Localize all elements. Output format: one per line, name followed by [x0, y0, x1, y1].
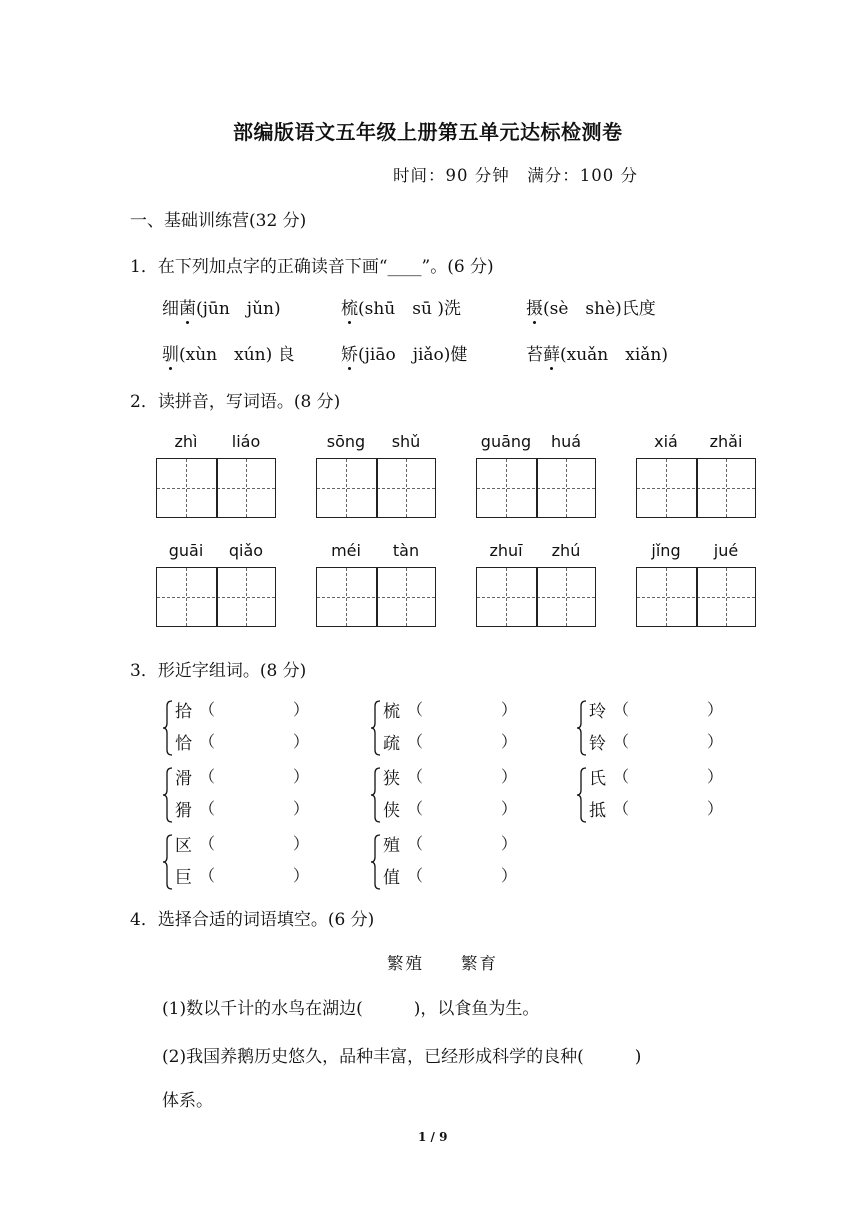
pinyin-options[interactable]: (jiāo jiǎo)健 [358, 345, 468, 365]
tian-grid[interactable] [476, 567, 596, 627]
dotted-char: 菌 [179, 294, 196, 319]
pinyin-syllable: liáo [231, 432, 261, 451]
item-prefix: 苔 [526, 345, 543, 365]
pinyin-row [636, 432, 756, 454]
blank-open-paren[interactable]: （ [407, 834, 424, 853]
similar-char: 滑 [175, 769, 192, 789]
tian-grid[interactable] [156, 458, 276, 518]
pronunciation-item [162, 340, 295, 365]
pronunciation-item [526, 294, 656, 319]
pinyin-row [476, 541, 596, 563]
blank-open-paren[interactable]: （ [407, 799, 424, 818]
pinyin-syllable: huá [550, 432, 582, 451]
question-1-label: 1．在下列加点字的正确读音下画“____”。(6 分) [130, 257, 494, 277]
blank-close-paren: ） [293, 700, 310, 719]
question-2-label: 2．读拼音，写词语。(8 分) [130, 392, 341, 412]
dotted-char: 梳 [341, 294, 358, 319]
blank-close-paren: ） [501, 767, 518, 786]
blank-open-paren[interactable]: （ [613, 732, 630, 751]
pinyin-row [316, 541, 436, 563]
tian-grid[interactable] [636, 567, 756, 627]
pinyin-syllable: jǐng [651, 541, 681, 560]
similar-char: 抵 [589, 801, 606, 821]
blank-close-paren: ） [707, 732, 724, 751]
pinyin-syllable: jué [713, 541, 739, 560]
pinyin-syllable: qiǎo [228, 541, 264, 560]
blank-open-paren[interactable]: （ [199, 799, 216, 818]
blank-open-paren[interactable]: （ [407, 767, 424, 786]
similar-char: 梳 [383, 702, 400, 722]
pinyin-syllable: zhú [551, 541, 581, 560]
brace-icon [370, 700, 382, 756]
blank-close-paren: ） [293, 799, 310, 818]
tian-grid[interactable] [636, 458, 756, 518]
pinyin-options[interactable]: (xùn xún) 良 [179, 345, 295, 365]
blank-close-paren: ） [293, 732, 310, 751]
pinyin-row [156, 432, 276, 454]
sentence-2-cont: 体系。 [162, 1091, 213, 1111]
similar-char: 疏 [383, 734, 400, 754]
blank-open-paren[interactable]: （ [613, 767, 630, 786]
pronunciation-item [341, 294, 461, 319]
pronunciation-item [162, 294, 281, 319]
pinyin-syllable: zhuī [489, 541, 523, 560]
blank-close-paren: ） [293, 767, 310, 786]
pinyin-syllable: sōng [326, 432, 366, 451]
section-heading: 一、基础训练营(32 分) [130, 211, 307, 231]
tian-grid[interactable] [156, 567, 276, 627]
pinyin-syllable: méi [331, 541, 361, 560]
similar-char: 猾 [175, 801, 192, 821]
pinyin-syllable: zhǎi [709, 432, 743, 451]
pinyin-row [636, 541, 756, 563]
similar-char: 巨 [175, 868, 192, 888]
dotted-char: 矫 [341, 340, 358, 365]
similar-char: 拾 [175, 702, 192, 722]
tian-grid[interactable] [316, 458, 436, 518]
pronunciation-item [526, 340, 668, 365]
pinyin-row [316, 432, 436, 454]
similar-char: 区 [175, 836, 192, 856]
sentence-2: (2)我国养鹅历史悠久，品种丰富，已经形成科学的良种( ) [162, 1047, 642, 1067]
brace-icon [162, 700, 174, 756]
blank-open-paren[interactable]: （ [407, 866, 424, 885]
dotted-char: 藓 [543, 340, 560, 365]
blank-close-paren: ） [501, 866, 518, 885]
blank-open-paren[interactable]: （ [199, 767, 216, 786]
blank-close-paren: ） [501, 700, 518, 719]
blank-open-paren[interactable]: （ [199, 732, 216, 751]
question-4-label: 4．选择合适的词语填空。(6 分) [130, 910, 375, 930]
blank-open-paren[interactable]: （ [613, 799, 630, 818]
blank-open-paren[interactable]: （ [613, 700, 630, 719]
word-options: 繁殖 繁育 [387, 954, 498, 973]
brace-icon [370, 834, 382, 890]
blank-close-paren: ） [707, 700, 724, 719]
blank-close-paren: ） [501, 732, 518, 751]
similar-char: 铃 [589, 734, 606, 754]
item-prefix: 细 [162, 299, 179, 319]
brace-icon [576, 767, 588, 823]
blank-open-paren[interactable]: （ [407, 732, 424, 751]
similar-char: 侠 [383, 801, 400, 821]
pinyin-options[interactable]: (shū sū )洗 [358, 299, 461, 319]
pronunciation-item [341, 340, 467, 365]
brace-icon [370, 767, 382, 823]
pinyin-options[interactable]: (sè shè)氏度 [543, 299, 656, 319]
similar-char: 氏 [589, 769, 606, 789]
pinyin-syllable: guāng [480, 432, 532, 451]
pinyin-syllable: shǔ [391, 432, 421, 451]
pinyin-row [476, 432, 596, 454]
blank-close-paren: ） [293, 866, 310, 885]
blank-close-paren: ） [293, 834, 310, 853]
brace-icon [576, 700, 588, 756]
similar-char: 狭 [383, 769, 400, 789]
tian-grid[interactable] [316, 567, 436, 627]
pinyin-syllable: zhì [174, 432, 198, 451]
question-3-label: 3．形近字组词。(8 分) [130, 661, 307, 681]
blank-open-paren[interactable]: （ [199, 834, 216, 853]
pinyin-options[interactable]: (xuǎn xiǎn) [560, 345, 668, 365]
similar-char: 恰 [175, 734, 192, 754]
page-title: 部编版语文五年级上册第五单元达标检测卷 [233, 120, 623, 144]
blank-open-paren[interactable]: （ [199, 866, 216, 885]
dotted-char: 驯 [162, 340, 179, 365]
similar-char: 玲 [589, 702, 606, 722]
blank-open-paren[interactable]: （ [199, 700, 216, 719]
sentence-1: (1)数以千计的水鸟在湖边( )，以食鱼为生。 [162, 999, 540, 1019]
pinyin-syllable: tàn [392, 541, 420, 560]
pinyin-row [156, 541, 276, 563]
blank-close-paren: ） [501, 834, 518, 853]
pinyin-syllable: xiá [654, 432, 678, 451]
exam-meta: 时间：90 分钟 满分：100 分 [393, 166, 638, 185]
page-number: 1 / 9 [418, 1130, 448, 1144]
blank-close-paren: ） [707, 767, 724, 786]
pinyin-syllable: guāi [168, 541, 204, 560]
blank-open-paren[interactable]: （ [407, 700, 424, 719]
brace-icon [162, 767, 174, 823]
blank-close-paren: ） [501, 799, 518, 818]
blank-close-paren: ） [707, 799, 724, 818]
similar-char: 值 [383, 868, 400, 888]
brace-icon [162, 834, 174, 890]
dotted-char: 摄 [526, 294, 543, 319]
pinyin-options[interactable]: (jūn jǔn) [196, 299, 281, 319]
similar-char: 殖 [383, 836, 400, 856]
tian-grid[interactable] [476, 458, 596, 518]
